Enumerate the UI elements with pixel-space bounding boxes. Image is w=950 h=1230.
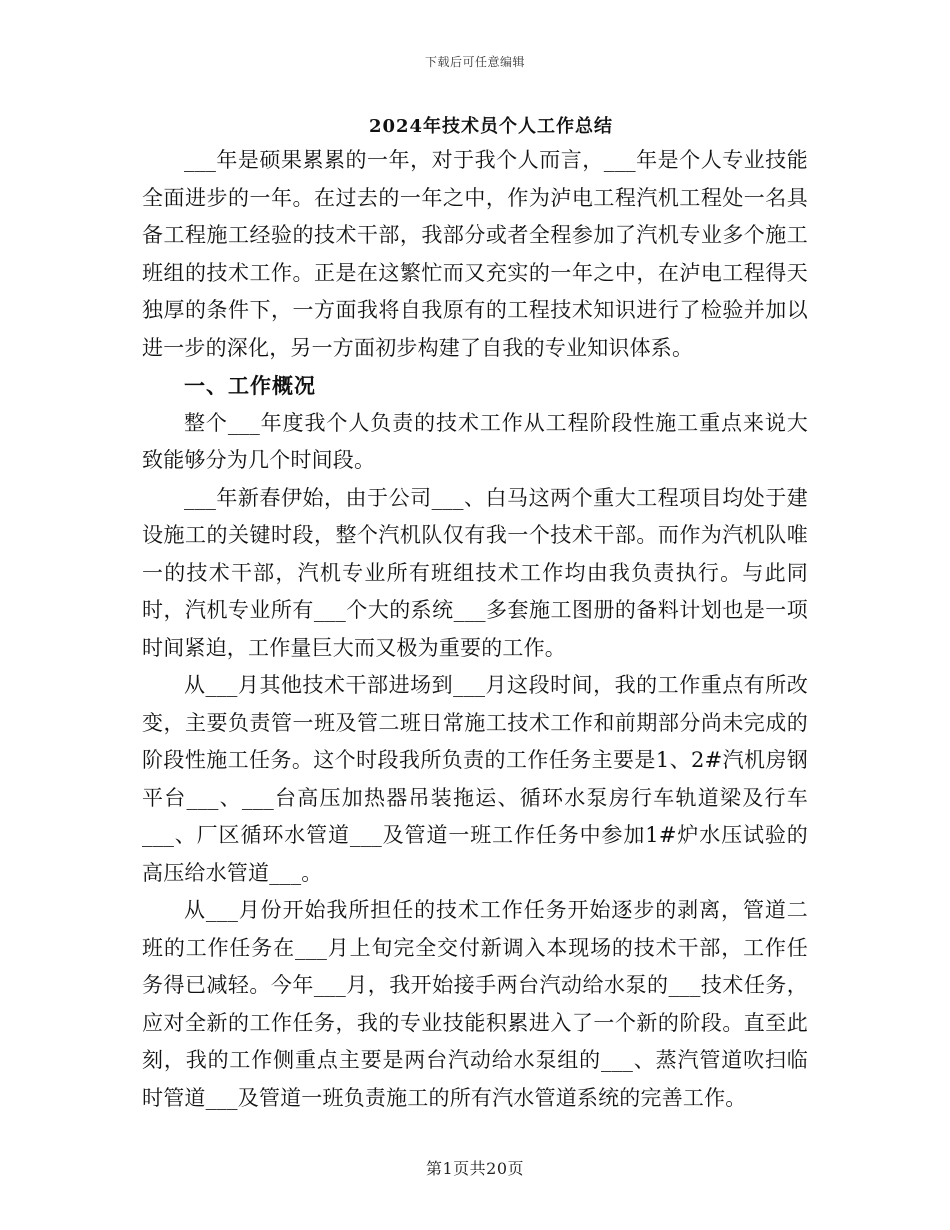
header-note: 下载后可任意编辑	[424, 55, 525, 69]
paragraph-new-year: ___年新春伊始，由于公司___、白马这两个重大工程项目均处于建设施工的关键时段，整个汽机队仅有我一个技术干部。而作为汽机队唯一的技术干部，汽机专业所有班组技术工作均由我负责执行。与此同时，汽机专业所有___个大的系统___多套施工图册的备料计划也是一项时间紧迫，工作量巨大而又极为重要的工作。	[142, 485, 808, 660]
paragraph-mid-year: 从___月其他技术干部进场到___月这段时间，我的工作重点有所改变，主要负责管一班及管二班日常施工技术工作和前期部分尚未完成的阶段性施工任务。这个时段我所负责的工作任务主要是1、2#汽机房钢平台___、___台高压加热器吊装拖运、循环水泵房行车轨道梁及行车___、厂区循环水管道___及管道一班工作任务中参加1#炉水压试验的高压给水管道___。	[142, 673, 808, 885]
paragraph-overview: 整个___年度我个人负责的技术工作从工程阶段性施工重点来说大致能够分为几个时间段。	[142, 410, 808, 472]
paragraph-later: 从___月份开始我所担任的技术工作任务开始逐步的剥离，管道二班的工作任务在___月上旬完全交付新调入本现场的技术干部，工作任务得已减轻。今年___月，我开始接手两台汽动给水泵的___技术任务，应对全新的工作任务，我的专业技能积累进入了一个新的阶段。直至此刻，我的工作侧重点主要是两台汽动给水泵组的___、蒸汽管道吹扫临时管道___及管道一班负责施工的所有汽水管道系统的完善工作。	[142, 898, 808, 1110]
document-body	[142, 142, 808, 1117]
page-number: 第1页共20页	[425, 1159, 525, 1178]
section-heading: 一、工作概况	[184, 373, 316, 398]
paragraph-intro: ___年是硕果累累的一年，对于我个人而言，___年是个人专业技能全面进步的一年。在过去的一年之中，作为泸电工程汽机工程处一名具备工程施工经验的技术干部，我部分或者全程参加了汽机专业多个施工班组的技术工作。正是在这繁忙而又充实的一年之中，在泸电工程得天独厚的条件下，一方面我将自我原有的工程技术知识进行了检验并加以进一步的深化，另一方面初步构建了自我的专业知识体系。	[142, 148, 808, 360]
document-title: 2024年技术员个人工作总结	[368, 116, 614, 137]
